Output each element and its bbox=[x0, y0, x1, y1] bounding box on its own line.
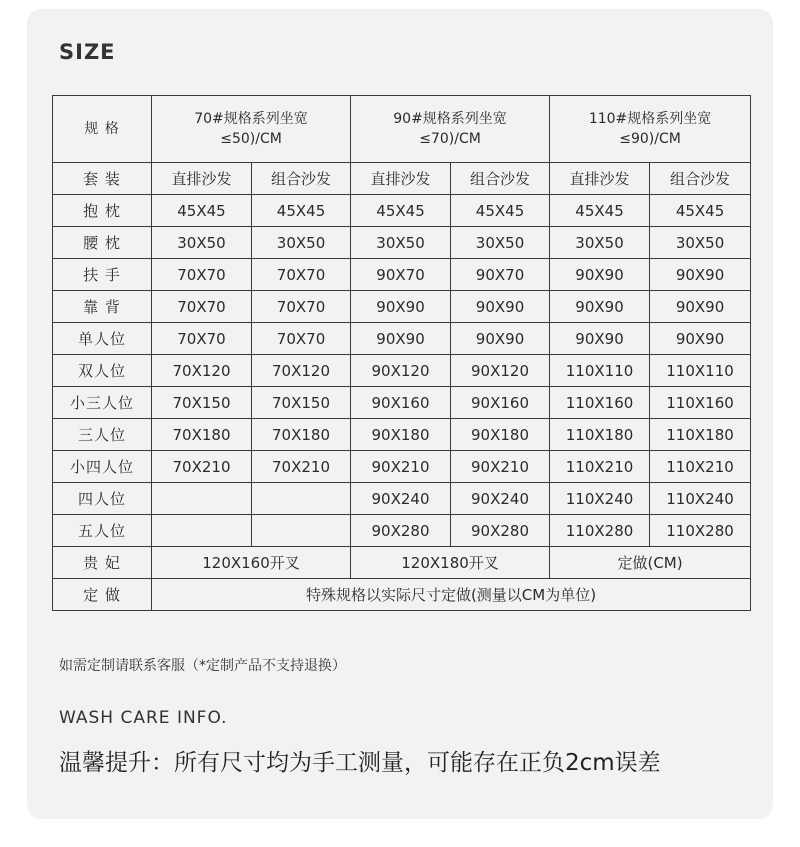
table-cell: 90X90 bbox=[550, 291, 650, 323]
table-cell: 70X120 bbox=[152, 355, 252, 387]
table-row bbox=[53, 515, 751, 547]
table-row bbox=[53, 227, 751, 259]
table-cell: 45X45 bbox=[650, 195, 751, 227]
table-cell: 110X110 bbox=[650, 355, 751, 387]
table-row-custom bbox=[53, 579, 751, 611]
table-cell: 90X70 bbox=[351, 259, 451, 291]
column-header: 直排沙发 bbox=[550, 163, 650, 195]
table-cell: 110X240 bbox=[650, 483, 751, 515]
table-cell: 110X160 bbox=[550, 387, 650, 419]
table-cell bbox=[252, 483, 351, 515]
table-cell: 90X180 bbox=[351, 419, 451, 451]
custom-note-cell: 特殊规格以实际尺寸定做(测量以CM为单位) bbox=[152, 579, 751, 611]
table-cell: 70X70 bbox=[252, 323, 351, 355]
subheader-label: 套 装 bbox=[53, 163, 152, 195]
table-row-guifei bbox=[53, 547, 751, 579]
table-cell: 70X180 bbox=[252, 419, 351, 451]
table-cell: 70X120 bbox=[252, 355, 351, 387]
table-cell: 110X240 bbox=[550, 483, 650, 515]
size-heading: SIZE bbox=[59, 40, 116, 64]
table-cell: 110X210 bbox=[650, 451, 751, 483]
row-label: 靠 背 bbox=[53, 291, 152, 323]
table-row bbox=[53, 419, 751, 451]
table-cell bbox=[152, 483, 252, 515]
table-cell: 90X240 bbox=[351, 483, 451, 515]
table-cell: 70X70 bbox=[252, 259, 351, 291]
table-cell: 45X45 bbox=[152, 195, 252, 227]
table-cell: 30X50 bbox=[550, 227, 650, 259]
table-cell: 90X90 bbox=[550, 323, 650, 355]
table-cell: 90X90 bbox=[451, 323, 550, 355]
table-cell: 70X70 bbox=[152, 259, 252, 291]
row-label: 小三人位 bbox=[53, 387, 152, 419]
table-cell: 110X110 bbox=[550, 355, 650, 387]
column-header: 组合沙发 bbox=[252, 163, 351, 195]
row-label: 四人位 bbox=[53, 483, 152, 515]
table-cell: 110X180 bbox=[550, 419, 650, 451]
table-cell: 70X150 bbox=[252, 387, 351, 419]
table-cell: 90X210 bbox=[351, 451, 451, 483]
table-cell: 110X180 bbox=[650, 419, 751, 451]
table-row bbox=[53, 323, 751, 355]
group-header: 70#规格系列坐宽 ≤50)/CM bbox=[152, 96, 351, 163]
table-row bbox=[53, 195, 751, 227]
size-table bbox=[52, 95, 751, 611]
table-row bbox=[53, 483, 751, 515]
table-cell: 90X120 bbox=[451, 355, 550, 387]
custom-order-note: 如需定制请联系客服（*定制产品不支持退换） bbox=[59, 658, 346, 674]
table-cell: 90X160 bbox=[351, 387, 451, 419]
table-cell: 90X280 bbox=[451, 515, 550, 547]
table-cell: 定做(CM) bbox=[550, 547, 751, 579]
group-header: 90#规格系列坐宽 ≤70)/CM bbox=[351, 96, 550, 163]
table-cell: 90X280 bbox=[351, 515, 451, 547]
column-header: 组合沙发 bbox=[650, 163, 751, 195]
table-cell: 120X160开叉 bbox=[152, 547, 351, 579]
table-cell bbox=[152, 515, 252, 547]
table-cell: 90X120 bbox=[351, 355, 451, 387]
table-cell: 90X90 bbox=[351, 323, 451, 355]
column-header: 直排沙发 bbox=[152, 163, 252, 195]
table-cell: 90X160 bbox=[451, 387, 550, 419]
table-cell: 90X90 bbox=[650, 291, 751, 323]
table-cell: 30X50 bbox=[351, 227, 451, 259]
table-cell: 30X50 bbox=[451, 227, 550, 259]
table-cell: 90X70 bbox=[451, 259, 550, 291]
table-row bbox=[53, 259, 751, 291]
table-cell: 70X70 bbox=[152, 291, 252, 323]
table-cell: 110X280 bbox=[650, 515, 751, 547]
table-cell: 45X45 bbox=[550, 195, 650, 227]
row-label: 扶 手 bbox=[53, 259, 152, 291]
table-cell: 90X90 bbox=[650, 323, 751, 355]
row-label: 抱 枕 bbox=[53, 195, 152, 227]
table-row bbox=[53, 451, 751, 483]
row-label: 贵 妃 bbox=[53, 547, 152, 579]
measurement-tip: 温馨提升：所有尺寸均为手工测量，可能存在正负2cm误差 bbox=[59, 750, 661, 776]
table-cell: 110X160 bbox=[650, 387, 751, 419]
row-label: 定 做 bbox=[53, 579, 152, 611]
table-cell: 30X50 bbox=[152, 227, 252, 259]
table-cell: 70X210 bbox=[252, 451, 351, 483]
table-row bbox=[53, 291, 751, 323]
table-cell: 70X70 bbox=[252, 291, 351, 323]
table-cell: 90X90 bbox=[550, 259, 650, 291]
table-row bbox=[53, 355, 751, 387]
column-header: 直排沙发 bbox=[351, 163, 451, 195]
header-label: 规 格 bbox=[53, 96, 152, 163]
table-cell: 70X180 bbox=[152, 419, 252, 451]
table-cell: 45X45 bbox=[351, 195, 451, 227]
table-cell bbox=[252, 515, 351, 547]
row-label: 单人位 bbox=[53, 323, 152, 355]
table-cell: 90X180 bbox=[451, 419, 550, 451]
table-cell: 45X45 bbox=[451, 195, 550, 227]
table-cell: 70X70 bbox=[152, 323, 252, 355]
table-cell: 45X45 bbox=[252, 195, 351, 227]
table-cell: 90X90 bbox=[451, 291, 550, 323]
table-row bbox=[53, 387, 751, 419]
column-header: 组合沙发 bbox=[451, 163, 550, 195]
table-cell: 90X240 bbox=[451, 483, 550, 515]
table-subheader-row bbox=[53, 163, 751, 195]
row-label: 小四人位 bbox=[53, 451, 152, 483]
table-cell: 110X280 bbox=[550, 515, 650, 547]
row-label: 腰 枕 bbox=[53, 227, 152, 259]
table-cell: 90X90 bbox=[351, 291, 451, 323]
row-label: 三人位 bbox=[53, 419, 152, 451]
table-cell: 30X50 bbox=[650, 227, 751, 259]
table-cell: 70X210 bbox=[152, 451, 252, 483]
row-label: 双人位 bbox=[53, 355, 152, 387]
table-cell: 110X210 bbox=[550, 451, 650, 483]
group-header: 110#规格系列坐宽 ≤90)/CM bbox=[550, 96, 751, 163]
row-label: 五人位 bbox=[53, 515, 152, 547]
table-cell: 90X90 bbox=[650, 259, 751, 291]
table-cell: 70X150 bbox=[152, 387, 252, 419]
table-header-row bbox=[53, 96, 751, 163]
table-cell: 90X210 bbox=[451, 451, 550, 483]
wash-care-title: WASH CARE INFO. bbox=[59, 708, 228, 728]
table-cell: 120X180开叉 bbox=[351, 547, 550, 579]
table-cell: 30X50 bbox=[252, 227, 351, 259]
